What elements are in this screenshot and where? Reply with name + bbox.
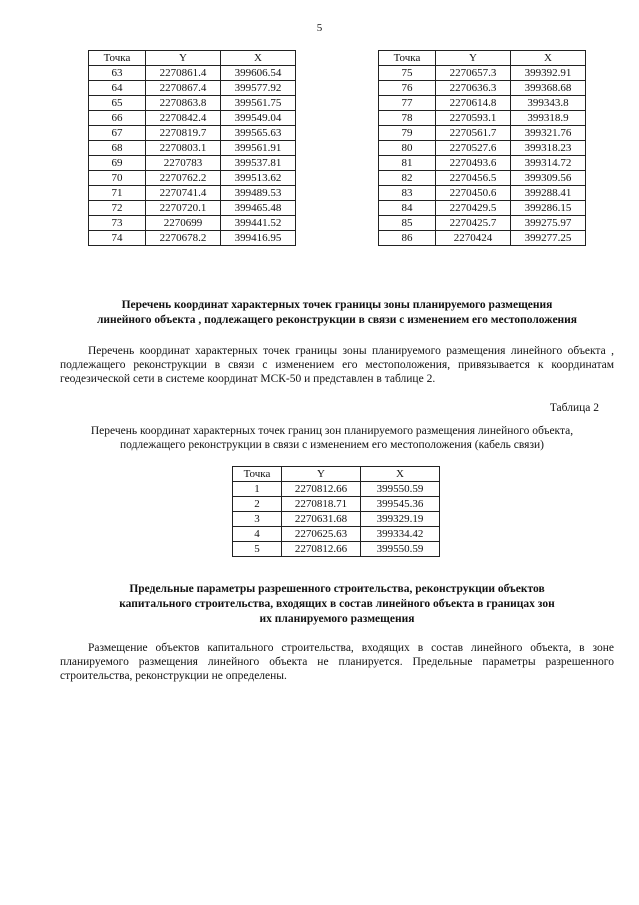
table-row — [379, 66, 586, 81]
table-cell: 2270425.7 — [436, 216, 511, 231]
table-cell: 2270593.1 — [436, 111, 511, 126]
table-cell: 2270861.4 — [146, 66, 221, 81]
table-cell: 82 — [379, 171, 436, 186]
table-cell: 78 — [379, 111, 436, 126]
coordinates-table-left — [88, 50, 296, 246]
table-cell: 399465.48 — [221, 201, 296, 216]
table-cell: 399309.56 — [511, 171, 586, 186]
table-row — [379, 81, 586, 96]
table-cell: 69 — [89, 156, 146, 171]
table-cell: 399577.92 — [221, 81, 296, 96]
table-cell: 399537.81 — [221, 156, 296, 171]
table2-label: Таблица 2 — [549, 402, 599, 414]
table-cell: 74 — [89, 231, 146, 246]
table-cell: 2270636.3 — [436, 81, 511, 96]
table-row — [233, 482, 440, 497]
column-header: X — [221, 51, 296, 66]
table-row — [379, 186, 586, 201]
table-cell: 399314.72 — [511, 156, 586, 171]
table-row — [233, 542, 440, 557]
table-row — [233, 512, 440, 527]
table-cell: 399343.8 — [511, 96, 586, 111]
section1-heading — [50, 298, 624, 328]
table-row — [379, 96, 586, 111]
table-cell: 399318.9 — [511, 111, 586, 126]
coordinates-table-right — [378, 50, 586, 246]
page-number: 5 — [316, 22, 323, 34]
table-cell: 65 — [89, 96, 146, 111]
table-cell: 399441.52 — [221, 216, 296, 231]
table-cell: 71 — [89, 186, 146, 201]
column-header: X — [511, 51, 586, 66]
table-cell: 67 — [89, 126, 146, 141]
table-cell: 77 — [379, 96, 436, 111]
table-cell: 399416.95 — [221, 231, 296, 246]
table-cell: 2270527.6 — [436, 141, 511, 156]
table-row — [89, 231, 296, 246]
table-cell: 399550.59 — [361, 482, 440, 497]
table-cell: 399561.75 — [221, 96, 296, 111]
column-header: Y — [146, 51, 221, 66]
table-cell: 1 — [233, 482, 282, 497]
table-row — [379, 156, 586, 171]
table-cell: 73 — [89, 216, 146, 231]
table-cell: 2270842.4 — [146, 111, 221, 126]
section2-paragraph-text: Размещение объектов капитального строительства, входящих в состав линейного объекта, в зоне планируемого размещения линейного объекта не планируется. Предельные параметры разрешенного строительства, реконструкции не определены. — [60, 642, 614, 682]
table-cell: 399606.54 — [221, 66, 296, 81]
table-cell: 79 — [379, 126, 436, 141]
table-cell: 399318.23 — [511, 141, 586, 156]
column-header: Y — [436, 51, 511, 66]
table-cell: 399275.97 — [511, 216, 586, 231]
table-cell: 399288.41 — [511, 186, 586, 201]
table-cell: 399334.42 — [361, 527, 440, 542]
table-cell: 2270625.63 — [282, 527, 361, 542]
coordinates-table-2 — [232, 466, 440, 557]
column-header: Точка — [379, 51, 436, 66]
table-cell: 86 — [379, 231, 436, 246]
table-cell: 2270699 — [146, 216, 221, 231]
table-cell: 76 — [379, 81, 436, 96]
table-cell: 64 — [89, 81, 146, 96]
table-cell: 72 — [89, 201, 146, 216]
table-cell: 2270812.66 — [282, 542, 361, 557]
table-cell: 2270678.2 — [146, 231, 221, 246]
table-row — [89, 216, 296, 231]
table-cell: 85 — [379, 216, 436, 231]
table-cell: 3 — [233, 512, 282, 527]
table-cell: 399549.04 — [221, 111, 296, 126]
table-cell: 399321.76 — [511, 126, 586, 141]
table-row — [379, 111, 586, 126]
table-row — [89, 171, 296, 186]
table-row — [89, 81, 296, 96]
table-row — [89, 126, 296, 141]
table-cell: 399561.91 — [221, 141, 296, 156]
table-cell: 2270657.3 — [436, 66, 511, 81]
table-cell: 399513.62 — [221, 171, 296, 186]
table-cell: 2270863.8 — [146, 96, 221, 111]
table-row — [379, 171, 586, 186]
table-cell: 2 — [233, 497, 282, 512]
table-cell: 2270720.1 — [146, 201, 221, 216]
section2-heading-line1: Предельные параметры разрешенного строительства, реконструкции объектов — [129, 583, 545, 595]
table-cell: 2270783 — [146, 156, 221, 171]
table-row — [379, 231, 586, 246]
column-header: Y — [282, 467, 361, 482]
table-cell: 4 — [233, 527, 282, 542]
table-cell: 66 — [89, 111, 146, 126]
table-row — [379, 141, 586, 156]
table2-caption-line2: подлежащего реконструкции в связи с изменением его местоположения (кабель связи) — [120, 439, 544, 451]
table-header-row — [233, 467, 440, 482]
table-row — [379, 201, 586, 216]
table-cell: 63 — [89, 66, 146, 81]
table-cell: 399329.19 — [361, 512, 440, 527]
table-cell: 81 — [379, 156, 436, 171]
table-cell: 70 — [89, 171, 146, 186]
table-row — [379, 216, 586, 231]
table-cell: 399489.53 — [221, 186, 296, 201]
section1-heading-line2: линейного объекта , подлежащего реконструкции в связи с изменением его местоположения — [96, 314, 578, 326]
section2-heading — [50, 582, 624, 627]
table-cell: 399550.59 — [361, 542, 440, 557]
table-cell: 2270818.71 — [282, 497, 361, 512]
table-row — [233, 527, 440, 542]
table-cell: 399545.36 — [361, 497, 440, 512]
table2-caption-line1: Перечень координат характерных точек границ зон планируемого размещения линейного объекта, — [90, 425, 574, 437]
column-header: Точка — [233, 467, 282, 482]
column-header: X — [361, 467, 440, 482]
table-cell: 68 — [89, 141, 146, 156]
table-cell: 2270456.5 — [436, 171, 511, 186]
table-cell: 399565.63 — [221, 126, 296, 141]
table-cell: 399392.91 — [511, 66, 586, 81]
table-cell: 2270493.6 — [436, 156, 511, 171]
table-cell: 2270631.68 — [282, 512, 361, 527]
table-row — [89, 96, 296, 111]
section1-heading-line1: Перечень координат характерных точек границы зоны планируемого размещения — [121, 299, 553, 311]
table-row — [89, 201, 296, 216]
table-cell: 2270867.4 — [146, 81, 221, 96]
table-cell: 75 — [379, 66, 436, 81]
table-cell: 83 — [379, 186, 436, 201]
table-cell: 2270614.8 — [436, 96, 511, 111]
section2-paragraph — [60, 641, 614, 683]
column-header: Точка — [89, 51, 146, 66]
table-row — [233, 497, 440, 512]
table-cell: 399277.25 — [511, 231, 586, 246]
table-cell: 84 — [379, 201, 436, 216]
table-row — [89, 141, 296, 156]
table-row — [379, 126, 586, 141]
table-cell: 2270812.66 — [282, 482, 361, 497]
table-cell: 2270561.7 — [436, 126, 511, 141]
table2-caption — [40, 424, 624, 452]
table-row — [89, 66, 296, 81]
table-cell: 2270741.4 — [146, 186, 221, 201]
table-cell: 2270803.1 — [146, 141, 221, 156]
table-cell: 399368.68 — [511, 81, 586, 96]
table-header-row — [379, 51, 586, 66]
section2-heading-line3: их планируемого размещения — [259, 613, 415, 625]
table-row — [89, 111, 296, 126]
table-cell: 2270819.7 — [146, 126, 221, 141]
section1-paragraph — [60, 344, 614, 386]
table-header-row — [89, 51, 296, 66]
table-cell: 399286.15 — [511, 201, 586, 216]
table-row — [89, 156, 296, 171]
table-cell: 2270424 — [436, 231, 511, 246]
table-cell: 80 — [379, 141, 436, 156]
table-cell: 5 — [233, 542, 282, 557]
table-cell: 2270762.2 — [146, 171, 221, 186]
section1-paragraph-text: Перечень координат характерных точек границы зоны планируемого размещения линейного объекта , подлежащего реконструкции в связи с изменением его местоположения, привязывается к координатам геодезической сети в системе координат МСК-50 и представлен в таблице 2. — [60, 345, 614, 385]
table-cell: 2270450.6 — [436, 186, 511, 201]
table-row — [89, 186, 296, 201]
section2-heading-line2: капитального строительства, входящих в состав линейного объекта в границах зон — [119, 598, 555, 610]
table-cell: 2270429.5 — [436, 201, 511, 216]
